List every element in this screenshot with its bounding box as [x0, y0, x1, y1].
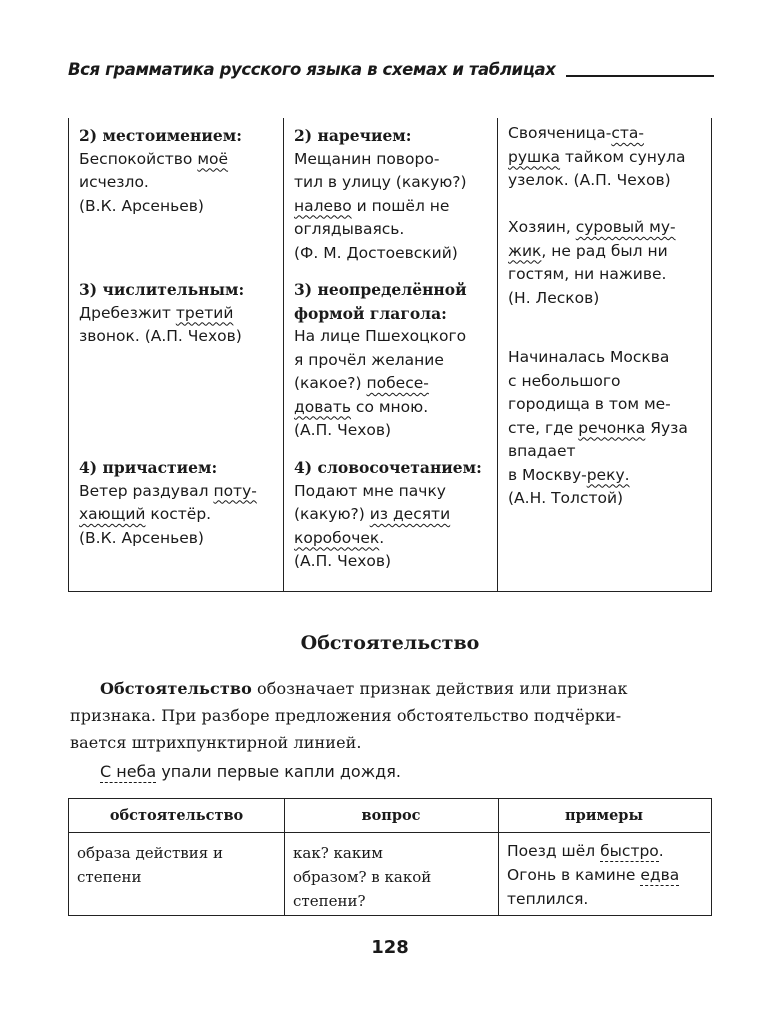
entry-line: хающий костёр.	[79, 505, 212, 523]
running-head	[68, 60, 714, 80]
entry-line: Беспокойство моё	[79, 149, 229, 168]
entry-line: Мещанин поворо-	[294, 149, 440, 168]
entry-line: рушка тайком сунула	[508, 147, 686, 166]
paragraph-line: вается штрихпунктирной линией.	[70, 733, 362, 752]
entry-numeral	[79, 278, 244, 349]
entry-adverb	[294, 124, 467, 265]
entry-line: довать со мною.	[294, 397, 429, 416]
entry-heading: 4) причастием:	[79, 458, 218, 477]
table-cell-examples: Поезд шёл быстро. Огонь в камине едва теплился.	[507, 842, 680, 908]
entry-line: Хозяин, суровый му-	[508, 218, 676, 236]
entry-line: (Н. Лесков)	[508, 288, 600, 307]
entry-appositive-3	[508, 346, 688, 511]
entry-line: (А.П. Чехов)	[294, 421, 392, 439]
entry-line: Подают мне пачку	[294, 481, 446, 500]
entry-line: (А.П. Чехов)	[294, 552, 392, 570]
entry-line: (какую?) из десяти	[294, 505, 451, 523]
entry-line: звонок. (А.П. Чехов)	[79, 327, 242, 345]
example-sentence: С неба упали первые капли дождя.	[100, 762, 401, 781]
entry-infinitive	[294, 278, 467, 443]
entry-line: городища в том ме-	[508, 395, 671, 413]
entry-line: узелок. (А.П. Чехов)	[508, 171, 671, 189]
section-title: Обстоятельство	[300, 632, 480, 654]
entry-line: оглядываясь.	[294, 220, 405, 238]
adverbial-table	[68, 798, 712, 916]
entry-appositive-2	[508, 216, 676, 310]
entry-line: я прочёл желание	[294, 350, 444, 369]
entry-line: с небольшого	[508, 371, 621, 390]
entry-heading: 2) местоимением:	[79, 126, 242, 145]
table-header-type: обстоятельство	[69, 799, 284, 833]
entry-line: Дребезжит третий	[79, 303, 234, 322]
entry-line: (Ф. М. Достоевский)	[294, 243, 458, 262]
entry-line: сте, где речонка Яуза	[508, 418, 688, 437]
table-cell-type: образа действия и степени	[77, 844, 223, 886]
entry-line: Ветер раздувал поту-	[79, 481, 257, 500]
entry-line: в Москву-реку.	[508, 465, 630, 484]
table-column-3	[498, 118, 711, 591]
running-head-rule	[566, 75, 714, 77]
entry-pronoun	[79, 124, 242, 218]
entry-participle	[79, 456, 257, 550]
entry-line: жик, не рад был ни	[508, 241, 668, 260]
table-divider	[498, 799, 499, 915]
table-header-question: вопрос	[284, 799, 498, 833]
entry-heading: 3) неопределённой	[294, 280, 467, 299]
entry-heading-cont: формой глагола:	[294, 303, 447, 323]
running-head-title: Вся грамматика русского языка в схемах и таблицах	[68, 60, 556, 79]
entry-line: (А.Н. Толстой)	[508, 489, 624, 507]
entry-line: Свояченица-ста-	[508, 124, 644, 142]
entry-phrase	[294, 456, 482, 574]
table-divider	[284, 799, 285, 915]
entry-line: впадает	[508, 442, 576, 460]
section-paragraph	[70, 675, 710, 756]
table-cell-question: как? каким образом? в какой степени?	[293, 844, 432, 910]
table-column-1	[69, 118, 284, 591]
entry-heading: 2) наречием:	[294, 126, 412, 145]
entry-heading: 4) словосочетанием:	[294, 458, 482, 477]
entry-line: (В.К. Арсеньев)	[79, 528, 204, 547]
definition-table-continuation	[68, 118, 712, 592]
page-number: 128	[371, 937, 409, 958]
entry-line: Начиналась Москва	[508, 348, 670, 366]
entry-appositive-1	[508, 122, 685, 193]
entry-line: гостям, ни наживе.	[508, 265, 667, 283]
entry-line: налево и пошёл не	[294, 196, 450, 215]
entry-line: коробочек.	[294, 528, 385, 547]
entry-heading: 3) числительным:	[79, 280, 245, 299]
entry-line: тил в улицу (какую?)	[294, 173, 467, 191]
entry-line: (В.К. Арсеньев)	[79, 196, 204, 215]
table-column-2	[284, 118, 498, 591]
paragraph-term: Обстоятельство	[100, 679, 252, 698]
entry-line: На лице Пшехоцкого	[294, 327, 467, 345]
table-header-examples: примеры	[498, 799, 710, 833]
entry-line: (какое?) побесе-	[294, 374, 429, 392]
paragraph-line: Обстоятельство обозначает признак действия или признак	[100, 679, 628, 698]
entry-line: исчезло.	[79, 173, 149, 191]
paragraph-line: признака. При разборе предложения обстоятельство подчёрки-	[70, 706, 622, 725]
